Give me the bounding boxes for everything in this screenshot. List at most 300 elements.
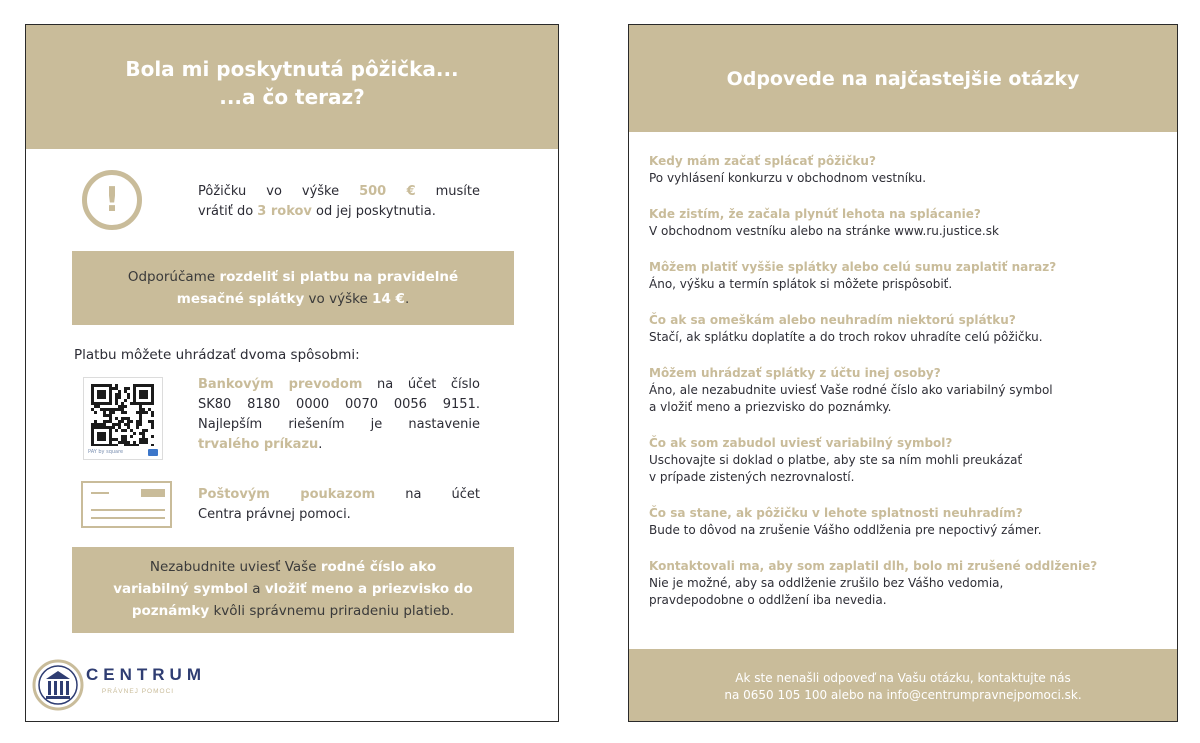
qr-module	[139, 438, 142, 441]
qr-module	[100, 396, 103, 399]
qr-module	[100, 390, 103, 393]
qr-module	[124, 441, 127, 444]
qr-module	[151, 435, 154, 438]
qr-module	[124, 390, 127, 393]
right-page-header	[629, 25, 1177, 132]
qr-module	[151, 426, 154, 429]
qr-module	[115, 438, 118, 441]
bank-line4	[198, 435, 480, 455]
qr-module	[103, 411, 106, 414]
qr-module	[103, 444, 106, 446]
qr-module	[121, 402, 124, 405]
qr-module	[139, 417, 142, 420]
qr-module	[100, 444, 103, 446]
faq-question: Kedy mám začať splácať pôžičku?	[649, 154, 876, 168]
qr-module	[97, 402, 100, 405]
qr-module	[124, 405, 127, 408]
qr-module	[142, 393, 145, 396]
qr-module	[109, 438, 112, 441]
rec-amount: 14 €	[372, 291, 405, 307]
qr-module	[151, 411, 154, 414]
qr-module	[142, 411, 145, 414]
qr-module	[121, 417, 124, 420]
qr-module	[112, 423, 115, 426]
qr-module	[106, 444, 109, 446]
qr-module	[91, 408, 94, 411]
qr-module	[109, 435, 112, 438]
qr-module	[139, 414, 142, 417]
faq-question: Čo ak som zabudol uviesť variabilný symbol?	[649, 436, 953, 450]
qr-module	[151, 393, 154, 396]
faq-answer: v prípade zistených nezrovnalostí.	[649, 470, 855, 484]
qr-module	[142, 390, 145, 393]
bank-account-number: SK80 8180 0000 0070 0056 9151.	[198, 397, 480, 412]
qr-module	[142, 408, 145, 411]
qr-module	[106, 414, 109, 417]
qr-module	[100, 438, 103, 441]
contact-footer	[629, 649, 1177, 721]
postal-order-icon	[81, 481, 172, 528]
qr-module	[124, 423, 127, 426]
qr-module	[112, 426, 115, 429]
qr-module	[109, 384, 112, 387]
qr-module	[109, 444, 112, 446]
qr-module	[103, 408, 106, 411]
bank-line1	[198, 375, 480, 395]
footer-line2: na 0650 105 100 alebo na info@centrumpravnejpomoci.sk.	[724, 688, 1082, 702]
qr-module	[124, 438, 127, 441]
rec-post: .	[404, 291, 410, 307]
qr-module	[118, 393, 121, 396]
qr-module	[127, 444, 130, 446]
qr-module	[103, 420, 106, 423]
qr-module	[148, 420, 151, 423]
rec-highlight2: mesačné splátky	[176, 291, 305, 307]
qr-module	[106, 420, 109, 423]
left-page-header	[26, 25, 558, 149]
qr-module	[115, 408, 118, 411]
exclamation-circle-icon: !	[82, 170, 142, 230]
loan-pre-amount: Pôžičku vo výške	[198, 184, 360, 199]
qr-module	[115, 393, 118, 396]
qr-module	[151, 414, 154, 417]
qr-module	[100, 393, 103, 396]
qr-module	[91, 390, 94, 393]
footer-line1: Ak ste nenašli odpoveď na Vašu otázku, kontaktujte nás	[735, 671, 1071, 685]
qr-module	[91, 396, 94, 399]
qr-module	[103, 432, 106, 435]
qr-module	[97, 423, 100, 426]
cheque-line	[91, 509, 165, 511]
rem-post: kvôli správnemu priradeniu platieb.	[209, 603, 455, 619]
qr-module	[145, 390, 148, 393]
qr-module	[106, 408, 109, 411]
qr-module	[139, 408, 142, 411]
qr-module	[118, 390, 121, 393]
qr-module	[127, 393, 130, 396]
recommendation-box	[72, 251, 514, 325]
faq-answer: a vložiť meno a priezvisko do poznámky.	[649, 400, 892, 414]
loan-pre-term: vrátiť do	[198, 204, 258, 219]
qr-module	[145, 411, 148, 414]
qr-module	[142, 396, 145, 399]
loan-mid: musíte	[415, 184, 480, 199]
loan-amount: 500 €	[359, 184, 416, 199]
faq-question: Čo sa stane, ak pôžičku v lehote splatnosti neuhradím?	[649, 506, 1023, 520]
qr-module	[151, 402, 154, 405]
faq-item	[649, 558, 1169, 609]
qr-module	[109, 402, 112, 405]
qr-module	[112, 411, 115, 414]
qr-module	[151, 387, 154, 390]
qr-module	[151, 396, 154, 399]
qr-module	[118, 441, 121, 444]
qr-module	[124, 429, 127, 432]
faq-question: Kontaktovali ma, aby som zaplatil dlh, bolo mi zrušené oddlženie?	[649, 559, 1098, 573]
qr-module	[91, 399, 94, 402]
qr-module	[103, 438, 106, 441]
qr-module	[97, 390, 100, 393]
qr-module	[127, 423, 130, 426]
qr-module	[139, 411, 142, 414]
qr-module	[115, 387, 118, 390]
rec-highlight1: rozdeliť si platbu na pravidelné	[219, 269, 459, 285]
logo-name: CENTRUM	[86, 665, 206, 684]
qr-module	[145, 429, 148, 432]
qr-module	[91, 387, 94, 390]
qr-module	[136, 444, 139, 446]
qr-module	[118, 396, 121, 399]
qr-module	[121, 435, 124, 438]
qr-module	[103, 423, 106, 426]
qr-module	[106, 384, 109, 387]
qr-module	[133, 390, 136, 393]
qr-module	[115, 402, 118, 405]
postal-line1	[198, 485, 480, 505]
faq-question: Môžem platiť vyššie splátky alebo celú sumu zaplatiť naraz?	[649, 260, 1057, 274]
qr-module	[109, 408, 112, 411]
left-leaflet-page	[25, 24, 559, 722]
faq-list	[649, 153, 1169, 628]
qr-module	[100, 384, 103, 387]
loan-line1	[198, 182, 480, 202]
qr-module	[109, 441, 112, 444]
qr-module	[127, 420, 130, 423]
faq-answer: Bude to dôvod na zrušenie Vášho oddlženia pre nepoctivý zámer.	[649, 523, 1042, 537]
qr-module	[97, 432, 100, 435]
qr-module	[91, 444, 94, 446]
qr-module	[148, 402, 151, 405]
qr-module	[109, 399, 112, 402]
qr-module	[133, 393, 136, 396]
qr-module	[130, 444, 133, 446]
qr-module	[106, 426, 109, 429]
qr-module	[112, 438, 115, 441]
qr-module	[103, 384, 106, 387]
centrum-logo	[26, 653, 226, 713]
qr-module	[145, 441, 148, 444]
qr-module	[109, 432, 112, 435]
qr-module	[97, 426, 100, 429]
qr-module	[124, 399, 127, 402]
qr-code-icon	[83, 377, 163, 460]
rec-pre: Odporúčame	[127, 269, 220, 285]
qr-module	[115, 417, 118, 420]
reminder-box	[72, 547, 514, 633]
qr-module	[100, 426, 103, 429]
qr-module	[97, 405, 100, 408]
qr-module	[109, 414, 112, 417]
qr-module	[94, 420, 97, 423]
faq-answer: Stačí, ak splátku doplatíte a do troch rokov uhradíte celú pôžičku.	[649, 330, 1043, 344]
qr-module	[142, 441, 145, 444]
qr-module	[91, 384, 94, 387]
qr-module	[142, 429, 145, 432]
qr-module	[136, 423, 139, 426]
faq-answer: Nie je možné, aby sa oddlženie zrušilo bez Vášho vedomia,	[649, 576, 1004, 590]
qr-module	[118, 426, 121, 429]
rem-highlight3: vložiť meno a priezvisko do	[264, 581, 473, 597]
qr-module	[133, 432, 136, 435]
faq-item	[649, 365, 1169, 416]
qr-module	[136, 402, 139, 405]
loan-info	[198, 182, 480, 222]
cheque-box	[141, 489, 165, 497]
qr-module	[139, 432, 142, 435]
qr-module	[133, 441, 136, 444]
qr-module	[100, 435, 103, 438]
qr-module	[133, 384, 136, 387]
qr-module	[94, 402, 97, 405]
qr-module	[115, 384, 118, 387]
left-title-line1: Bola mi poskytnutá pôžička...	[125, 57, 459, 81]
postal-line2: Centra právnej pomoci.	[198, 507, 351, 522]
qr-module	[151, 444, 154, 446]
qr-module	[121, 438, 124, 441]
qr-module	[100, 408, 103, 411]
qr-module	[139, 441, 142, 444]
right-leaflet-page	[628, 24, 1178, 722]
qr-module	[139, 402, 142, 405]
qr-module	[124, 387, 127, 390]
qr-module	[151, 420, 154, 423]
qr-module	[103, 396, 106, 399]
faq-item	[649, 312, 1169, 346]
loan-line2	[198, 202, 480, 222]
qr-module	[121, 441, 124, 444]
qr-module	[151, 390, 154, 393]
qr-module	[109, 426, 112, 429]
rem-mid: a	[248, 581, 265, 597]
qr-module	[112, 387, 115, 390]
qr-module	[139, 384, 142, 387]
qr-module	[100, 432, 103, 435]
qr-module	[151, 399, 154, 402]
qr-footer-text: PAY by square	[88, 449, 124, 455]
qr-module	[97, 393, 100, 396]
cheque-line	[91, 517, 165, 519]
faq-answer: pravdepodobne o oddlžení iba nevedia.	[649, 593, 887, 607]
qr-module	[106, 402, 109, 405]
bank-transfer-info	[198, 375, 480, 455]
qr-module	[142, 402, 145, 405]
postal-line1-rest: na účet	[375, 487, 480, 502]
qr-module	[124, 444, 127, 446]
postal-order-info	[198, 485, 480, 525]
faq-answer: Po vyhlásení konkurzu v obchodnom vestníku.	[649, 171, 927, 185]
qr-module	[91, 435, 94, 438]
rem-pre: Nezabudnite uviesť Vaše	[149, 559, 321, 575]
qr-module	[127, 417, 130, 420]
qr-module	[115, 399, 118, 402]
faq-question: Čo ak sa omeškám alebo neuhradím niektorú splátku?	[649, 313, 1016, 327]
qr-module	[127, 387, 130, 390]
cheque-line	[91, 492, 109, 494]
bank-line1-rest: na účet číslo	[362, 377, 481, 392]
qr-module	[142, 435, 145, 438]
qr-module	[127, 441, 130, 444]
qr-module	[151, 384, 154, 387]
qr-module	[100, 423, 103, 426]
faq-answer: V obchodnom vestníku alebo na stránke www.ru.justice.sk	[649, 224, 999, 238]
qr-module	[145, 393, 148, 396]
qr-module	[109, 396, 112, 399]
rem-highlight4: poznámky	[131, 603, 210, 619]
qr-module	[148, 384, 151, 387]
qr-module	[127, 396, 130, 399]
qr-module	[94, 444, 97, 446]
faq-question: Kde zistím, že začala plynúť lehota na splácanie?	[649, 207, 981, 221]
qr-module	[115, 423, 118, 426]
qr-module	[103, 426, 106, 429]
qr-module	[145, 438, 148, 441]
qr-module	[118, 420, 121, 423]
qr-module	[151, 423, 154, 426]
qr-module	[130, 402, 133, 405]
qr-module	[130, 420, 133, 423]
qr-module	[118, 405, 121, 408]
qr-module	[109, 411, 112, 414]
qr-module	[118, 408, 121, 411]
qr-module	[100, 402, 103, 405]
qr-module	[121, 411, 124, 414]
faq-item	[649, 206, 1169, 240]
qr-module	[115, 444, 118, 446]
qr-module	[94, 411, 97, 414]
qr-module	[97, 435, 100, 438]
qr-module	[139, 405, 142, 408]
faq-title: Odpovede na najčastejšie otázky	[726, 67, 1080, 90]
qr-module	[139, 390, 142, 393]
qr-module	[103, 402, 106, 405]
qr-module	[127, 426, 130, 429]
qr-module	[94, 384, 97, 387]
faq-answer: Áno, výšku a termín splátok si môžete prispôsobiť.	[649, 277, 953, 291]
qr-module	[109, 429, 112, 432]
postal-highlight: Poštovým poukazom	[198, 487, 376, 502]
qr-module	[97, 396, 100, 399]
pay-by-square-icon	[148, 449, 158, 456]
qr-module	[136, 384, 139, 387]
qr-module	[115, 429, 118, 432]
qr-module	[91, 438, 94, 441]
qr-module	[142, 438, 145, 441]
loan-term: 3 rokov	[257, 204, 312, 219]
qr-module	[121, 420, 124, 423]
bank-highlight2: trvalého príkazu	[198, 437, 319, 452]
qr-module	[133, 402, 136, 405]
qr-module	[91, 426, 94, 429]
qr-module	[103, 414, 106, 417]
qr-module	[109, 417, 112, 420]
rec-mid: vo výške	[304, 291, 373, 307]
qr-module	[142, 384, 145, 387]
qr-module	[109, 390, 112, 393]
qr-module	[97, 438, 100, 441]
qr-module	[145, 396, 148, 399]
qr-module	[109, 393, 112, 396]
qr-module	[97, 384, 100, 387]
qr-module	[121, 405, 124, 408]
qr-module	[139, 393, 142, 396]
logo-subtitle: PRÁVNEJ POMOCI	[101, 688, 175, 695]
bank-highlight: Bankovým prevodom	[198, 377, 363, 392]
faq-answer: Áno, ale nezabudnite uviesť Vaše rodné číslo ako variabilný symbol	[649, 383, 1053, 397]
qr-module	[91, 429, 94, 432]
qr-module	[139, 420, 142, 423]
qr-module	[94, 423, 97, 426]
qr-module	[109, 420, 112, 423]
left-title-line2: ...a čo teraz?	[219, 85, 365, 109]
faq-item	[649, 153, 1169, 187]
qr-footer	[88, 448, 158, 456]
qr-module	[103, 390, 106, 393]
qr-module	[136, 420, 139, 423]
qr-module	[136, 426, 139, 429]
faq-answer: Uschovajte si doklad o platbe, aby ste sa ním mohli preukázať	[649, 453, 1023, 467]
qr-module	[112, 408, 115, 411]
qr-module	[139, 423, 142, 426]
qr-module	[124, 411, 127, 414]
qr-module	[115, 396, 118, 399]
loan-post-term: od jej poskytnutia.	[311, 204, 436, 219]
qr-module	[91, 441, 94, 444]
qr-module	[133, 396, 136, 399]
faq-item	[649, 259, 1169, 293]
faq-item	[649, 505, 1169, 539]
qr-module	[112, 444, 115, 446]
qr-module	[124, 435, 127, 438]
qr-module	[133, 444, 136, 446]
qr-module	[97, 444, 100, 446]
qr-module	[142, 432, 145, 435]
qr-module	[130, 435, 133, 438]
qr-module	[94, 426, 97, 429]
qr-module	[139, 396, 142, 399]
qr-module	[91, 432, 94, 435]
qr-module	[133, 399, 136, 402]
qr-module	[124, 417, 127, 420]
bank-post: .	[318, 437, 323, 452]
qr-module	[148, 408, 151, 411]
qr-module	[109, 387, 112, 390]
qr-module	[118, 423, 121, 426]
qr-module	[133, 387, 136, 390]
rem-highlight1: rodné číslo ako	[320, 559, 437, 575]
qr-module	[91, 393, 94, 396]
bank-line3: Najlepším riešením je nastavenie	[198, 417, 480, 432]
qr-module	[91, 423, 94, 426]
